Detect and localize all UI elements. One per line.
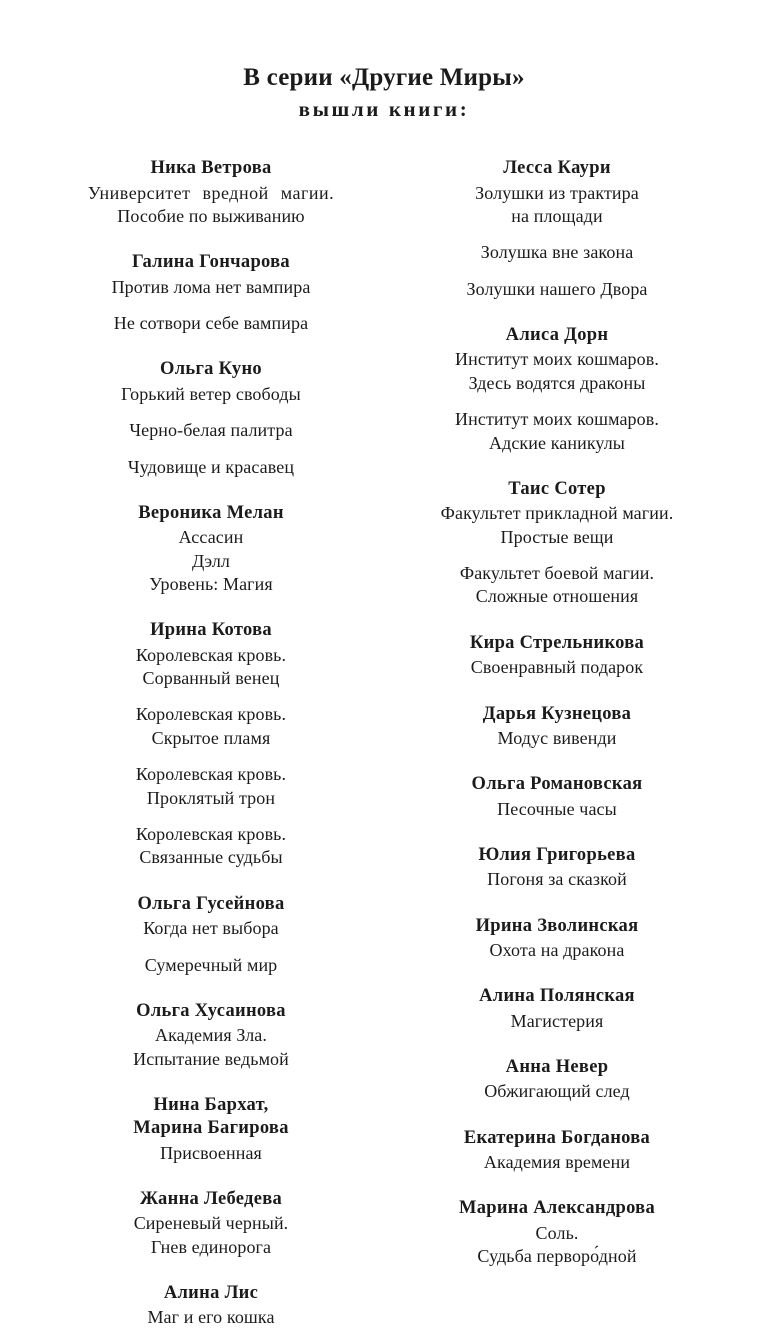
book-title — [56, 644, 366, 691]
book-title-line: Песочные часы — [497, 798, 617, 819]
author-block — [402, 703, 712, 751]
author-name — [56, 893, 366, 916]
author-name-line: Жанна Лебедева — [139, 1188, 283, 1209]
book-title — [402, 1222, 712, 1269]
author-name — [402, 1197, 712, 1220]
series-heading — [56, 62, 712, 123]
book-title — [402, 798, 712, 821]
book-title-line: Королевская кровь. — [135, 704, 287, 725]
author-block — [402, 985, 712, 1033]
author-name — [402, 478, 712, 501]
author-name — [56, 358, 366, 381]
book-title-line: Факультет боевой магии. — [459, 563, 655, 584]
series-heading-line-1: В серии «Другие Миры» — [243, 64, 525, 91]
author-block — [402, 632, 712, 680]
author-block — [402, 157, 712, 301]
book-title — [56, 1212, 366, 1259]
book-title-line: Сложные отношения — [475, 586, 639, 607]
author-name-line: Ольга Гусейнова — [137, 893, 285, 914]
book-title-line: Королевская кровь. — [135, 644, 287, 665]
book-title — [56, 312, 366, 335]
author-block — [56, 502, 366, 596]
author-name-line: Марина Александрова — [458, 1198, 656, 1219]
book-title — [402, 939, 712, 962]
book-title-line: Адские каникулы — [488, 432, 626, 453]
author-name-line: Ольга Хусаинова — [136, 1000, 286, 1021]
author-name-line: Анна Невер — [505, 1057, 609, 1077]
book-title-line: Своенравный подарок — [470, 657, 644, 678]
author-name-line: Ольга Романовская — [471, 774, 643, 795]
author-name-line: Ирина Котова — [150, 620, 272, 641]
author-name-line: Кира Стрельникова — [469, 632, 645, 653]
author-name-line: Вероника Мелан — [138, 502, 284, 523]
book-title — [402, 241, 712, 264]
author-name-line: Ника Ветрова — [150, 158, 272, 179]
author-column-left — [56, 157, 384, 1329]
book-title-line: Факультет прикладной магии. — [440, 503, 674, 524]
book-title-line: Сорванный венец — [142, 668, 280, 689]
book-title-line: Погоня за сказкой — [487, 869, 627, 890]
author-block — [56, 1188, 366, 1259]
book-title — [402, 562, 712, 609]
book-title — [56, 456, 366, 479]
author-block — [402, 844, 712, 892]
book-title-line: Королевская кровь. — [135, 824, 287, 845]
book-title-line: Проклятый трон — [146, 787, 276, 808]
book-title-line: Золушка вне закона — [480, 242, 634, 263]
book-title-line: Судьба перворо́дной — [477, 1246, 637, 1267]
book-title — [56, 182, 366, 229]
book-title-line: Черно-белая палитра — [129, 420, 293, 441]
author-name — [56, 1282, 366, 1305]
author-name — [402, 1127, 712, 1150]
author-name-line: Дарья Кузнецова — [482, 703, 632, 724]
book-title-line: Модус вивенди — [497, 727, 617, 748]
book-title-line: Сумеречный мир — [144, 954, 278, 975]
author-name — [56, 502, 366, 525]
book-title — [402, 727, 712, 750]
book-title — [402, 868, 712, 891]
book-title-line: Институт моих кошмаров. — [455, 349, 659, 370]
book-title — [56, 1024, 366, 1071]
author-name — [402, 844, 712, 867]
author-name — [402, 915, 712, 938]
book-title — [56, 383, 366, 406]
author-name — [402, 157, 712, 180]
author-block — [402, 1127, 712, 1175]
book-title-line: Присвоенная — [160, 1142, 262, 1163]
author-block — [56, 157, 366, 228]
book-title — [402, 348, 712, 395]
book-title-line: Академия времени — [483, 1151, 631, 1172]
author-name-line: Ирина Зволинская — [475, 915, 639, 936]
author-block — [402, 478, 712, 609]
author-block — [402, 324, 712, 455]
author-name-line: Ольга Куно — [160, 359, 262, 380]
book-title-line: Магистерия — [510, 1010, 604, 1031]
book-title — [402, 656, 712, 679]
book-title-line: Соль. — [535, 1222, 579, 1243]
author-block — [402, 915, 712, 963]
book-title — [402, 1080, 712, 1103]
book-title-line: Охота на дракона — [489, 939, 625, 960]
book-title-line: Не сотвори себе вампира — [113, 313, 309, 334]
book-title — [56, 917, 366, 940]
book-title — [402, 1010, 712, 1033]
author-block — [56, 893, 366, 977]
book-title-line: Уровень: Магия — [149, 574, 273, 594]
author-name — [402, 324, 712, 347]
book-title — [402, 408, 712, 455]
book-title-line: Сиреневый черный. — [133, 1213, 289, 1234]
book-title-line: Против лома нет вампира — [111, 276, 311, 297]
book-title-line: Институт моих кошмаров. — [455, 409, 659, 430]
book-title — [56, 276, 366, 299]
author-name — [56, 1188, 366, 1211]
author-name — [56, 251, 366, 274]
author-block — [56, 1094, 366, 1165]
book-title-line: Академия Зла. — [155, 1025, 267, 1046]
book-title — [56, 1306, 366, 1329]
book-title-line: Горький ветер свободы — [121, 383, 301, 404]
book-title-line: Скрытое пламя — [151, 727, 271, 748]
author-name — [56, 619, 366, 642]
author-name — [56, 1094, 366, 1141]
book-title — [56, 823, 366, 870]
book-title-line: Маг и его кошка — [147, 1307, 275, 1328]
book-title-line: Пособие по выживанию — [117, 205, 305, 226]
author-block — [402, 1197, 712, 1268]
author-column-right — [384, 157, 712, 1268]
book-title — [402, 502, 712, 549]
author-name — [402, 773, 712, 796]
author-block — [56, 619, 366, 869]
book-title-line: Дэлл — [191, 550, 231, 571]
book-title — [56, 763, 366, 810]
book-title — [56, 526, 366, 596]
book-title-line: Испытание ведьмой — [133, 1048, 289, 1069]
book-title — [56, 1142, 366, 1165]
book-title-line: Обжигающий след — [484, 1081, 630, 1102]
book-title — [56, 954, 366, 977]
author-name — [402, 703, 712, 726]
book-title-line: Связанные судьбы — [139, 847, 283, 868]
author-name-line: Екатерина Богданова — [463, 1127, 651, 1148]
author-block — [402, 773, 712, 821]
book-title-line: Золушки из трактира — [475, 182, 639, 203]
author-block — [402, 1056, 712, 1104]
author-name-line: Лесса Каури — [503, 158, 611, 179]
author-name — [56, 1000, 366, 1023]
author-name-line: Марина Багирова — [133, 1118, 289, 1139]
author-name-line: Алиса Дорн — [505, 325, 609, 346]
author-name — [402, 632, 712, 655]
book-title-line: Ассасин — [178, 527, 244, 548]
book-title-line: Здесь водятся драконы — [468, 372, 646, 393]
author-block — [56, 251, 366, 335]
book-title-line: Гнев единорога — [150, 1236, 272, 1257]
author-name-line: Таис Сотер — [508, 479, 606, 500]
author-block — [56, 1000, 366, 1071]
book-title-line: Чудовище и красавец — [127, 456, 295, 477]
author-name-line: Юлия Григорьева — [478, 844, 636, 865]
book-title — [402, 278, 712, 301]
book-title — [56, 703, 366, 750]
book-title — [56, 419, 366, 442]
author-name-line: Галина Гончарова — [132, 252, 290, 273]
series-heading-line-2: вышли книги: — [298, 97, 470, 121]
author-name — [56, 157, 366, 180]
author-name-line: Алина Полянская — [479, 986, 635, 1007]
book-title-line: Королевская кровь. — [135, 764, 287, 785]
book-title-line: на площади — [511, 205, 603, 226]
author-name-line: Алина Лис — [163, 1283, 259, 1304]
book-title-line: Простые вещи — [500, 526, 614, 547]
author-name — [402, 1056, 712, 1079]
author-block — [56, 358, 366, 478]
book-title — [402, 1151, 712, 1174]
book-title-line: Когда нет выбора — [143, 918, 279, 939]
book-title-line: Университет вредной магии. — [87, 182, 335, 203]
author-block — [56, 1282, 366, 1330]
author-name-line: Нина Бархат, — [153, 1094, 269, 1115]
author-columns — [56, 157, 712, 1329]
book-title — [402, 182, 712, 229]
author-name — [402, 985, 712, 1008]
book-title-line: Золушки нашего Двора — [466, 278, 648, 299]
